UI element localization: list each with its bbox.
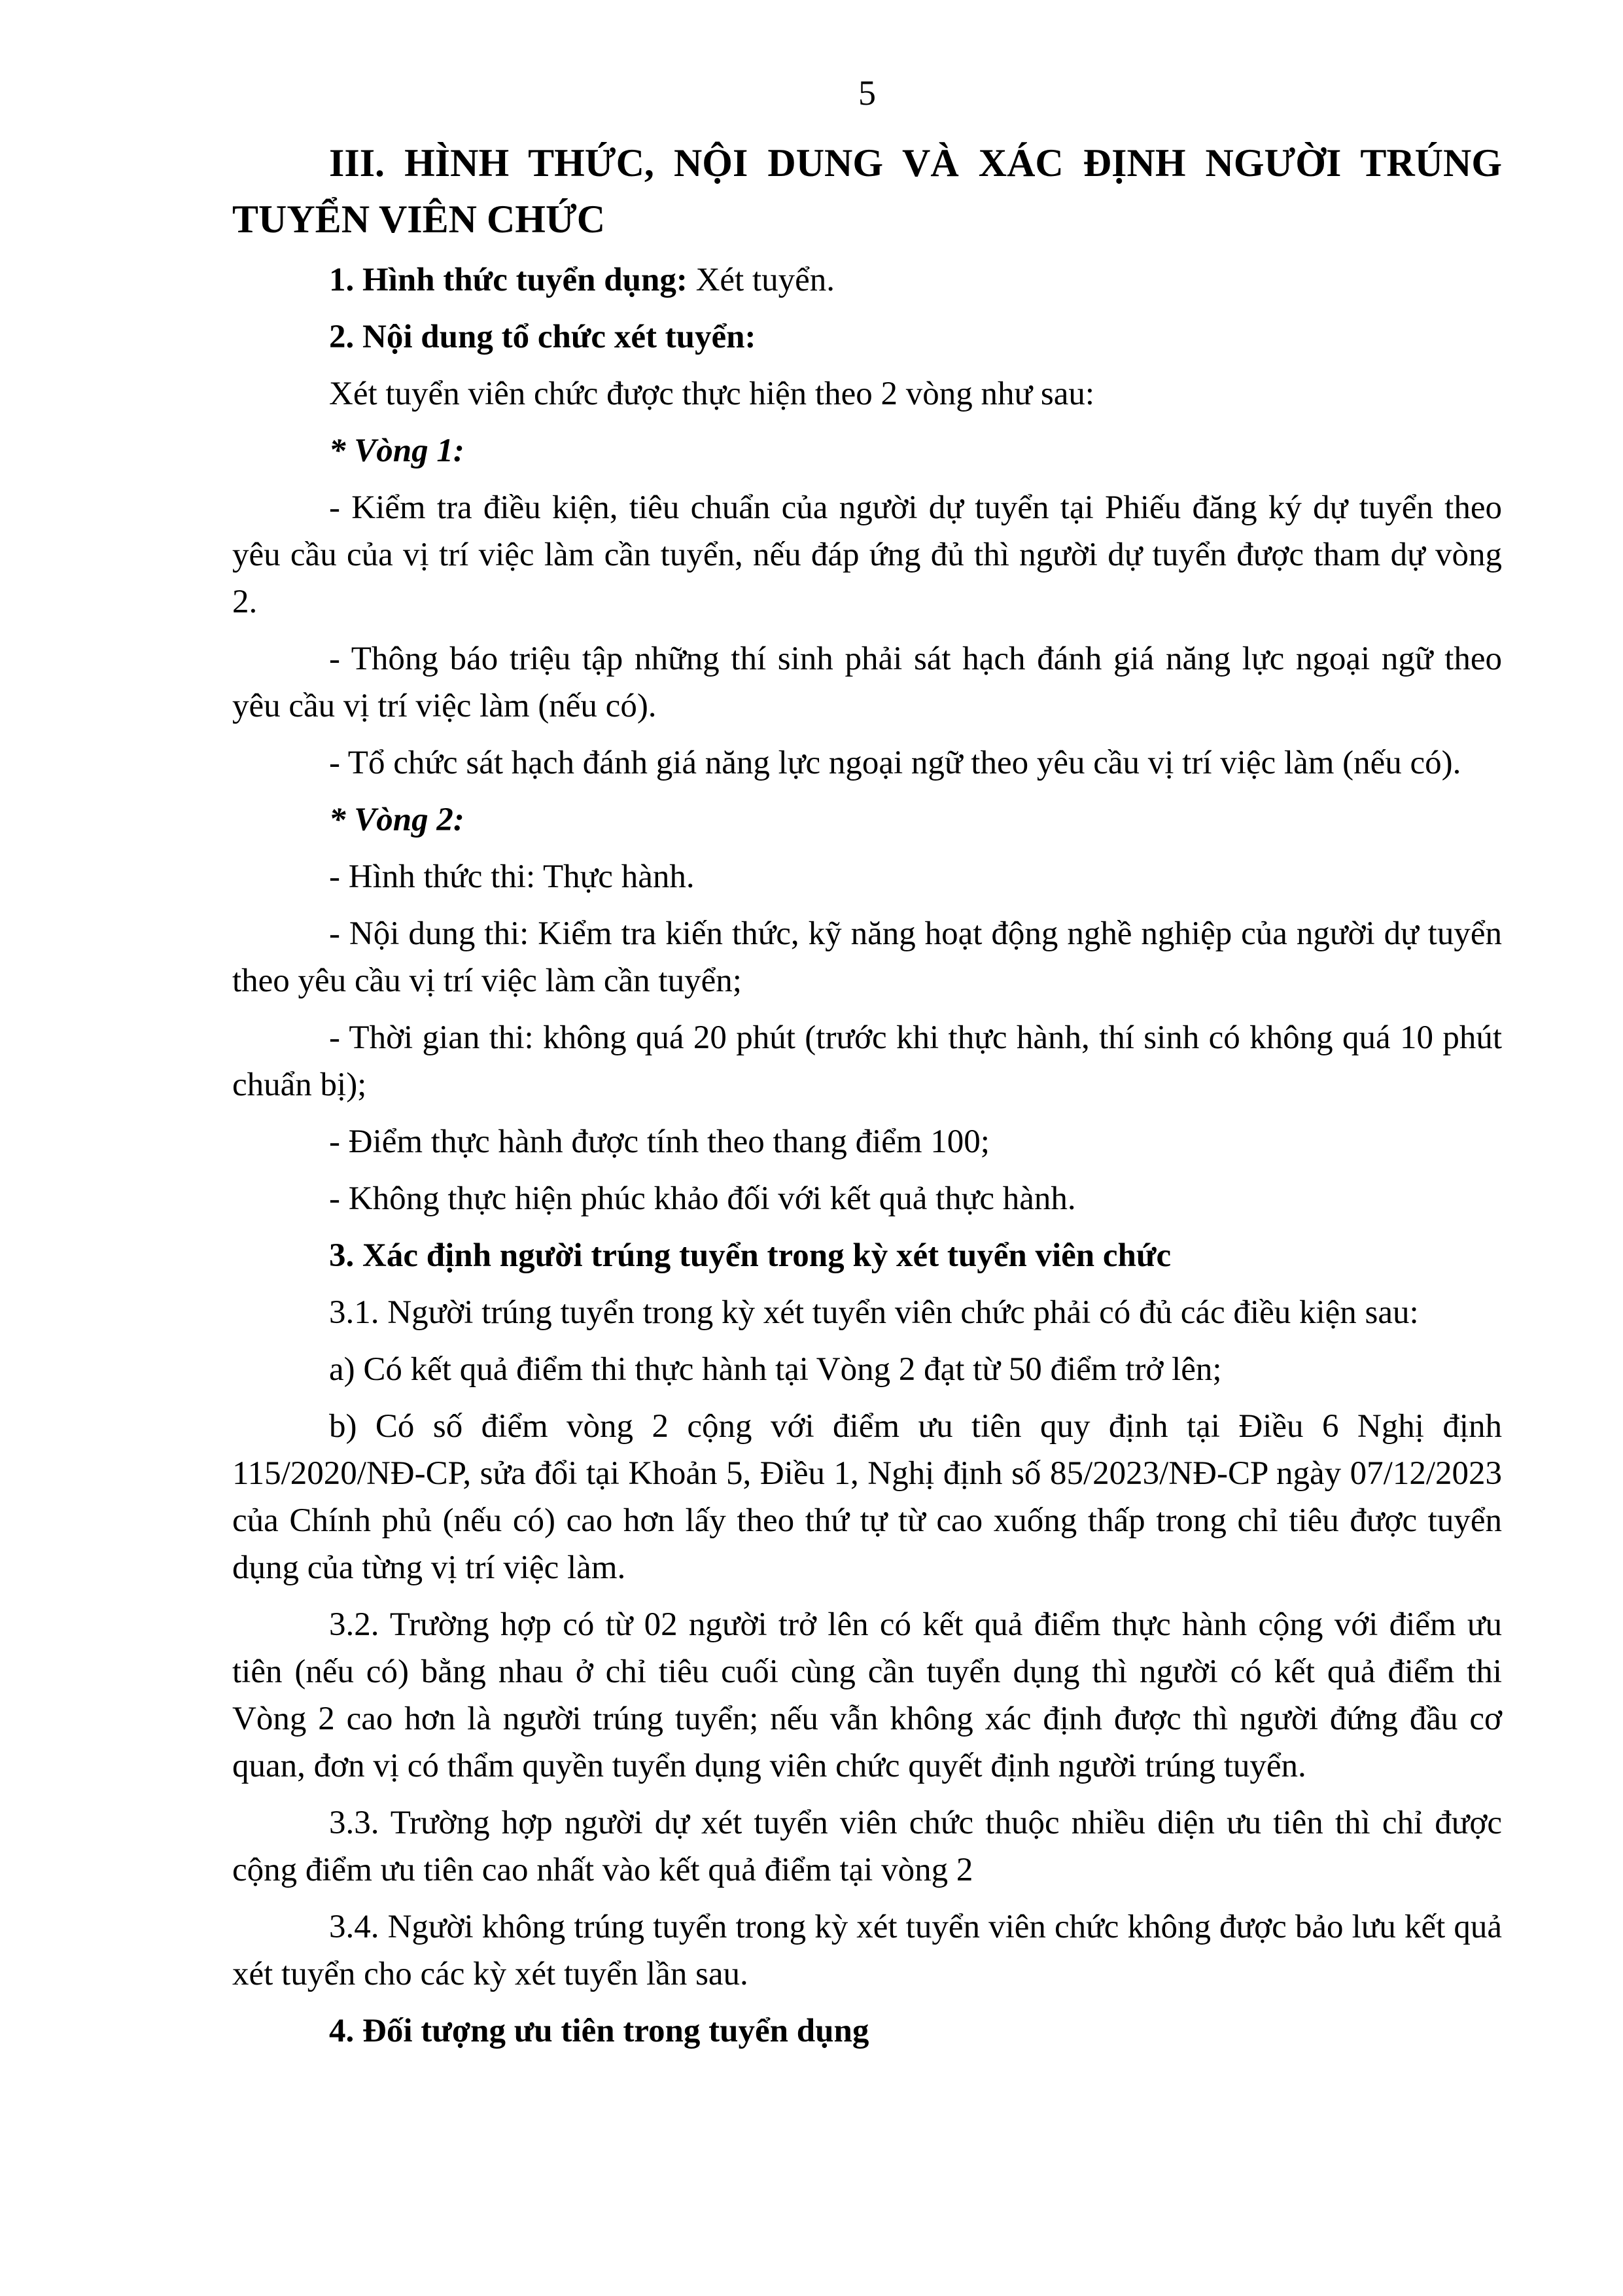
- paragraph: [232, 313, 1502, 361]
- text-run: - Thông báo triệu tập những thí sinh phải sát hạch đánh giá năng lực ngoại ngữ theo yêu cầu vị trí việc làm (nếu có).: [232, 641, 1502, 724]
- paragraph: [232, 1346, 1502, 1393]
- paragraph: [232, 1601, 1502, 1790]
- text-run: 3.2. Trường hợp có từ 02 người trở lên có kết quả điểm thực hành cộng với điểm ưu tiên (nếu có) bằng nhau ở chỉ tiêu cuối cùng cần tuyển dụng thì người có kết quả điểm thi Vòng 2 cao hơn là người trúng tuyển; nếu vẫn không xác định được thì người đứng đầu cơ quan, đơn vị có thẩm quyền tuyển dụng viên chức quyết định người trúng tuyển.: [232, 1606, 1502, 1784]
- text-run: - Hình thức thi: Thực hành.: [329, 858, 695, 895]
- paragraph: [232, 1403, 1502, 1591]
- text-run: - Tổ chức sát hạch đánh giá năng lực ngoại ngữ theo yêu cầu vị trí việc làm (nếu có).: [329, 745, 1461, 781]
- paragraph: [232, 1175, 1502, 1222]
- paragraph: [232, 910, 1502, 1004]
- paragraph: [232, 853, 1502, 900]
- document-title: III. HÌNH THỨC, NỘI DUNG VÀ XÁC ĐỊNH NGƯỜI TRÚNG TUYỂN VIÊN CHỨC: [232, 141, 1502, 241]
- text-run: - Kiểm tra điều kiện, tiêu chuẩn của người dự tuyển tại Phiếu đăng ký dự tuyển theo yêu cầu của vị trí việc làm cần tuyển, nếu đáp ứng đủ thì người dự tuyển được tham dự vòng 2.: [232, 489, 1502, 620]
- text-run: 3.1. Người trúng tuyển trong kỳ xét tuyển viên chức phải có đủ các điều kiện sau:: [329, 1294, 1419, 1331]
- paragraph: [232, 1118, 1502, 1165]
- text-run: - Nội dung thi: Kiểm tra kiến thức, kỹ năng hoạt động nghề nghiệp của người dự tuyển theo yêu cầu vị trí việc làm cần tuyển;: [232, 915, 1502, 999]
- text-run: * Vòng 2:: [329, 802, 464, 838]
- text-run: a) Có kết quả điểm thi thực hành tại Vòng 2 đạt từ 50 điểm trở lên;: [329, 1351, 1222, 1388]
- text-run: Xét tuyển viên chức được thực hiện theo 2 vòng như sau:: [329, 376, 1095, 412]
- paragraph: [232, 635, 1502, 730]
- text-run: 3.3. Trường hợp người dự xét tuyển viên chức thuộc nhiều diện ưu tiên thì chỉ được cộng điểm ưu tiên cao nhất vào kết quả điểm tại vòng 2: [232, 1805, 1502, 1888]
- paragraph: [232, 1799, 1502, 1894]
- text-run: 2. Nội dung tổ chức xét tuyển:: [329, 319, 756, 355]
- text-run: * Vòng 1:: [329, 433, 464, 469]
- text-run: 3. Xác định người trúng tuyển trong kỳ xét tuyển viên chức: [329, 1237, 1172, 1274]
- paragraph: [232, 256, 1502, 304]
- text-run: - Điểm thực hành được tính theo thang điểm 100;: [329, 1123, 990, 1160]
- text-run: b) Có số điểm vòng 2 cộng với điểm ưu tiên quy định tại Điều 6 Nghị định 115/2020/NĐ-CP, sửa đổi tại Khoản 5, Điều 1, Nghị định số 85/2023/NĐ-CP ngày 07/12/2023 của Chính phủ (nếu có) cao hơn lấy theo thứ tự từ cao xuống thấp trong chỉ tiêu được tuyển dụng của từng vị trí việc làm.: [232, 1408, 1502, 1586]
- paragraph: [232, 1232, 1502, 1279]
- text-run: Xét tuyển.: [695, 262, 835, 298]
- text-run: 1. Hình thức tuyển dụng:: [329, 262, 696, 298]
- text-run: - Không thực hiện phúc khảo đối với kết quả thực hành.: [329, 1180, 1076, 1217]
- paragraph: [232, 427, 1502, 474]
- paragraph: [232, 796, 1502, 843]
- paragraph: [232, 739, 1502, 786]
- paragraph: [232, 484, 1502, 626]
- text-run: 3.4. Người không trúng tuyển trong kỳ xét tuyển viên chức không được bảo lưu kết quả xét tuyển cho các kỳ xét tuyển lần sau.: [232, 1909, 1502, 1992]
- document-body: [232, 256, 1502, 2055]
- paragraph: [232, 370, 1502, 417]
- text-run: - Thời gian thi: không quá 20 phút (trước khi thực hành, thí sinh có không quá 10 phút chuẩn bị);: [232, 1019, 1502, 1103]
- text-run: 4. Đối tượng ưu tiên trong tuyển dụng: [329, 2013, 869, 2049]
- paragraph: [232, 2007, 1502, 2055]
- paragraph: [232, 1289, 1502, 1336]
- page-number: 5: [858, 73, 876, 113]
- paragraph: [232, 1903, 1502, 1998]
- paragraph: [232, 1014, 1502, 1108]
